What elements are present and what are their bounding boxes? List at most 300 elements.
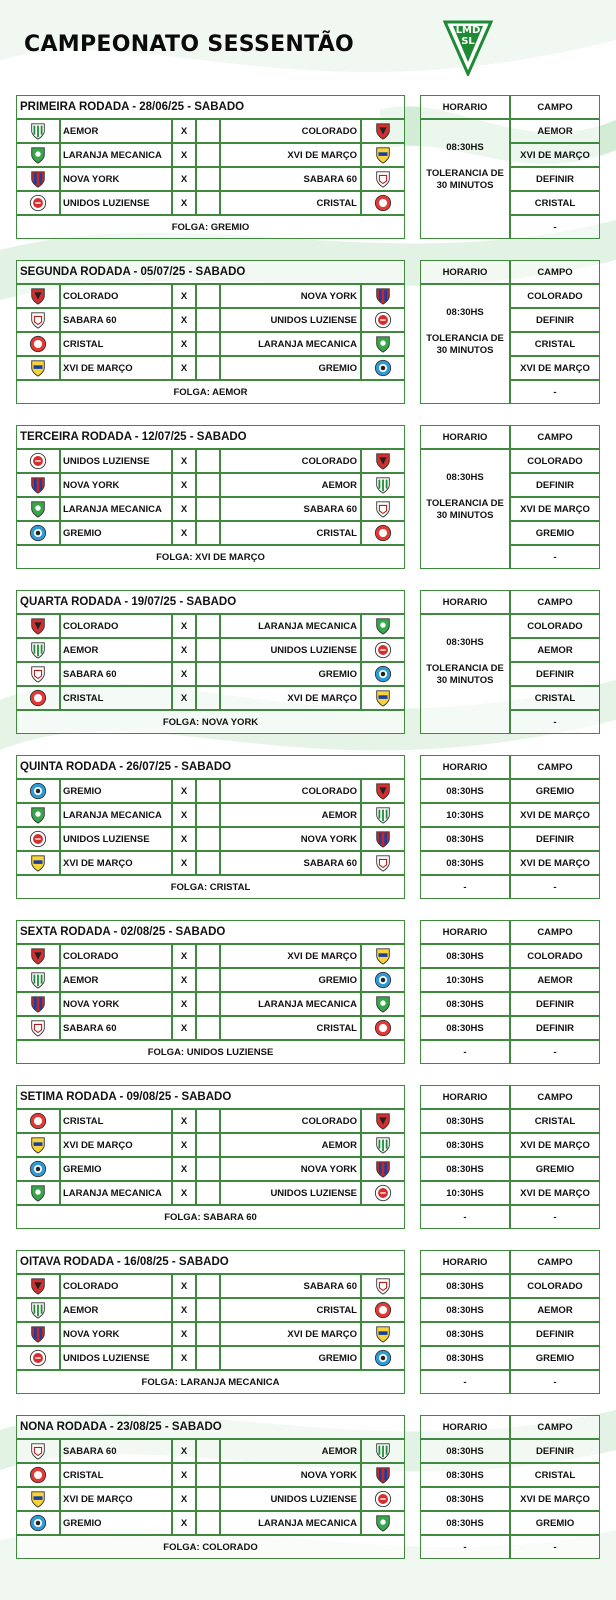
round-block — [16, 425, 600, 571]
team-badge-icon — [16, 779, 60, 803]
home-team-name: COLORADO — [60, 944, 172, 968]
match-field: CRISTAL — [510, 1109, 600, 1133]
team-badge-icon — [361, 1016, 405, 1040]
versus-label: X — [172, 119, 196, 143]
versus-label: X — [172, 1511, 196, 1535]
team-badge-icon — [361, 449, 405, 473]
horario-header: HORARIO — [420, 1415, 510, 1439]
tolerance-note: 30 MINUTOS — [436, 510, 494, 521]
round-title: QUINTA RODADA - 26/07/25 - SABADO — [16, 755, 405, 779]
away-team-name: GREMIO — [220, 1346, 361, 1370]
versus-label: X — [172, 1463, 196, 1487]
versus-label: X — [172, 992, 196, 1016]
match-time: 08:30HS — [420, 1109, 510, 1133]
match-time: 08:30HS — [420, 851, 510, 875]
team-badge-icon — [361, 167, 405, 191]
score-spacer — [196, 191, 220, 215]
logo-line-1: LMD — [455, 25, 481, 36]
round-block — [16, 755, 600, 901]
team-badge-icon — [16, 1274, 60, 1298]
versus-label: X — [172, 473, 196, 497]
team-badge-icon — [16, 1487, 60, 1511]
round-title: SETIMA RODADA - 09/08/25 - SABADO — [16, 1085, 405, 1109]
match-field: DEFINIR — [510, 1016, 600, 1040]
team-badge-icon — [16, 944, 60, 968]
folga-field: - — [510, 545, 600, 569]
away-team-name: SABARA 60 — [220, 1274, 361, 1298]
round-title: QUARTA RODADA - 19/07/25 - SABADO — [16, 590, 405, 614]
tolerance-note: 30 MINUTOS — [436, 675, 494, 686]
score-spacer — [196, 1439, 220, 1463]
match-field: XVI DE MARÇO — [510, 497, 600, 521]
round-block — [16, 1250, 600, 1396]
round-matches-table — [16, 590, 405, 736]
round-matches-table — [16, 1250, 405, 1396]
away-team-name: LARANJA MECANICA — [220, 614, 361, 638]
team-badge-icon — [16, 167, 60, 191]
versus-label: X — [172, 803, 196, 827]
score-spacer — [196, 1322, 220, 1346]
score-spacer — [196, 803, 220, 827]
match-time: 08:30HS — [420, 1016, 510, 1040]
versus-label: X — [172, 449, 196, 473]
team-badge-icon — [16, 662, 60, 686]
horario-header: HORARIO — [420, 590, 510, 614]
versus-label: X — [172, 521, 196, 545]
match-time: 10:30HS — [420, 803, 510, 827]
team-badge-icon — [361, 1274, 405, 1298]
home-team-name: NOVA YORK — [60, 1322, 172, 1346]
folga-time: - — [420, 1535, 510, 1559]
score-spacer — [196, 332, 220, 356]
match-field: COLORADO — [510, 449, 600, 473]
folga-field: - — [510, 1205, 600, 1229]
team-badge-icon — [361, 803, 405, 827]
versus-label: X — [172, 308, 196, 332]
team-badge-icon — [361, 521, 405, 545]
versus-label: X — [172, 497, 196, 521]
horario-header: HORARIO — [420, 755, 510, 779]
home-team-name: GREMIO — [60, 1157, 172, 1181]
score-spacer — [196, 614, 220, 638]
folga-field: - — [510, 1370, 600, 1394]
round-block — [16, 95, 600, 241]
team-badge-icon — [361, 944, 405, 968]
tolerance-note: TOLERANCIA DE — [426, 333, 504, 344]
match-field: XVI DE MARÇO — [510, 803, 600, 827]
match-time: 08:30HS — [420, 1463, 510, 1487]
away-team-name: COLORADO — [220, 119, 361, 143]
round-title: NONA RODADA - 23/08/25 - SABADO — [16, 1415, 405, 1439]
match-field: GREMIO — [510, 1346, 600, 1370]
score-spacer — [196, 1487, 220, 1511]
team-badge-icon — [361, 1157, 405, 1181]
team-badge-icon — [361, 614, 405, 638]
versus-label: X — [172, 1322, 196, 1346]
score-spacer — [196, 1109, 220, 1133]
match-field: CRISTAL — [510, 686, 600, 710]
match-field: DEFINIR — [510, 473, 600, 497]
home-team-name: LARANJA MECANICA — [60, 497, 172, 521]
campo-header: CAMPO — [510, 1415, 600, 1439]
away-team-name: AEMOR — [220, 473, 361, 497]
team-badge-icon — [361, 1463, 405, 1487]
away-team-name: UNIDOS LUZIENSE — [220, 308, 361, 332]
folga-field: - — [510, 875, 600, 899]
home-team-name: GREMIO — [60, 521, 172, 545]
team-badge-icon — [361, 119, 405, 143]
folga-time: - — [420, 875, 510, 899]
away-team-name: SABARA 60 — [220, 167, 361, 191]
away-team-name: XVI DE MARÇO — [220, 1322, 361, 1346]
team-badge-icon — [16, 803, 60, 827]
match-field: XVI DE MARÇO — [510, 1487, 600, 1511]
folga-field: - — [510, 1040, 600, 1064]
home-team-name: SABARA 60 — [60, 1439, 172, 1463]
match-field: COLORADO — [510, 1274, 600, 1298]
versus-label: X — [172, 686, 196, 710]
home-team-name: CRISTAL — [60, 332, 172, 356]
team-badge-icon — [16, 686, 60, 710]
match-time: 08:30HS — [446, 142, 484, 153]
match-time: 08:30HS — [446, 637, 484, 648]
folga-label: FOLGA: LARANJA MECANICA — [16, 1370, 405, 1394]
round-matches-table — [16, 1415, 405, 1561]
home-team-name: SABARA 60 — [60, 308, 172, 332]
logo-line-2: SL — [461, 36, 475, 47]
home-team-name: AEMOR — [60, 638, 172, 662]
score-spacer — [196, 1463, 220, 1487]
team-badge-icon — [16, 308, 60, 332]
folga-label: FOLGA: NOVA YORK — [16, 710, 405, 734]
away-team-name: NOVA YORK — [220, 284, 361, 308]
away-team-name: NOVA YORK — [220, 1157, 361, 1181]
team-badge-icon — [361, 356, 405, 380]
away-team-name: UNIDOS LUZIENSE — [220, 638, 361, 662]
home-team-name: GREMIO — [60, 779, 172, 803]
match-field: GREMIO — [510, 1157, 600, 1181]
horario-merged-cell — [420, 614, 510, 734]
versus-label: X — [172, 851, 196, 875]
team-badge-icon — [361, 992, 405, 1016]
score-spacer — [196, 827, 220, 851]
team-badge-icon — [361, 1439, 405, 1463]
round-schedule-table — [420, 260, 600, 406]
team-badge-icon — [361, 638, 405, 662]
team-badge-icon — [16, 497, 60, 521]
score-spacer — [196, 1274, 220, 1298]
home-team-name: SABARA 60 — [60, 662, 172, 686]
match-field: AEMOR — [510, 1298, 600, 1322]
round-schedule-table — [420, 1085, 600, 1231]
away-team-name: COLORADO — [220, 449, 361, 473]
round-title: SEXTA RODADA - 02/08/25 - SABADO — [16, 920, 405, 944]
match-time: 08:30HS — [446, 307, 484, 318]
match-field: XVI DE MARÇO — [510, 1181, 600, 1205]
folga-label: FOLGA: CRISTAL — [16, 875, 405, 899]
round-block — [16, 1085, 600, 1231]
horario-header: HORARIO — [420, 920, 510, 944]
horario-merged-cell — [420, 119, 510, 239]
tolerance-note: 30 MINUTOS — [436, 180, 494, 191]
campo-header: CAMPO — [510, 425, 600, 449]
match-time: 08:30HS — [420, 1157, 510, 1181]
score-spacer — [196, 497, 220, 521]
score-spacer — [196, 1298, 220, 1322]
horario-header: HORARIO — [420, 1085, 510, 1109]
versus-label: X — [172, 944, 196, 968]
tolerance-note: TOLERANCIA DE — [426, 663, 504, 674]
home-team-name: LARANJA MECANICA — [60, 803, 172, 827]
match-field: CRISTAL — [510, 1463, 600, 1487]
match-field: COLORADO — [510, 614, 600, 638]
campo-header: CAMPO — [510, 1085, 600, 1109]
match-field: COLORADO — [510, 284, 600, 308]
home-team-name: AEMOR — [60, 968, 172, 992]
horario-header: HORARIO — [420, 425, 510, 449]
round-schedule-table — [420, 1250, 600, 1396]
match-field: CRISTAL — [510, 332, 600, 356]
campo-header: CAMPO — [510, 1250, 600, 1274]
away-team-name: XVI DE MARÇO — [220, 944, 361, 968]
score-spacer — [196, 1511, 220, 1535]
match-time: 08:30HS — [420, 827, 510, 851]
horario-header: HORARIO — [420, 1250, 510, 1274]
versus-label: X — [172, 968, 196, 992]
folga-field: - — [510, 380, 600, 404]
match-field: DEFINIR — [510, 992, 600, 1016]
team-badge-icon — [16, 143, 60, 167]
folga-label: FOLGA: SABARA 60 — [16, 1205, 405, 1229]
horario-header: HORARIO — [420, 95, 510, 119]
versus-label: X — [172, 332, 196, 356]
match-time: 08:30HS — [446, 472, 484, 483]
match-time: 08:30HS — [420, 1439, 510, 1463]
score-spacer — [196, 686, 220, 710]
team-badge-icon — [16, 1016, 60, 1040]
team-badge-icon — [16, 1298, 60, 1322]
team-badge-icon — [16, 1181, 60, 1205]
score-spacer — [196, 1016, 220, 1040]
round-schedule-table — [420, 590, 600, 736]
round-matches-table — [16, 920, 405, 1066]
tolerance-note: 30 MINUTOS — [436, 345, 494, 356]
folga-field: - — [510, 215, 600, 239]
team-badge-icon — [361, 662, 405, 686]
team-badge-icon — [361, 779, 405, 803]
match-field: GREMIO — [510, 1511, 600, 1535]
home-team-name: CRISTAL — [60, 686, 172, 710]
team-badge-icon — [16, 284, 60, 308]
versus-label: X — [172, 143, 196, 167]
home-team-name: XVI DE MARÇO — [60, 1487, 172, 1511]
match-field: DEFINIR — [510, 308, 600, 332]
match-field: DEFINIR — [510, 827, 600, 851]
home-team-name: LARANJA MECANICA — [60, 143, 172, 167]
match-time: 08:30HS — [420, 992, 510, 1016]
versus-label: X — [172, 638, 196, 662]
round-schedule-table — [420, 920, 600, 1066]
away-team-name: AEMOR — [220, 1439, 361, 1463]
round-title: OITAVA RODADA - 16/08/25 - SABADO — [16, 1250, 405, 1274]
folga-label: FOLGA: COLORADO — [16, 1535, 405, 1559]
match-field: GREMIO — [510, 779, 600, 803]
team-badge-icon — [361, 1487, 405, 1511]
team-badge-icon — [16, 1109, 60, 1133]
tolerance-note: TOLERANCIA DE — [426, 168, 504, 179]
versus-label: X — [172, 356, 196, 380]
team-badge-icon — [361, 473, 405, 497]
versus-label: X — [172, 191, 196, 215]
team-badge-icon — [16, 521, 60, 545]
round-block — [16, 920, 600, 1066]
folga-time: - — [420, 1205, 510, 1229]
match-field: DEFINIR — [510, 1439, 600, 1463]
team-badge-icon — [16, 1346, 60, 1370]
team-badge-icon — [16, 992, 60, 1016]
away-team-name: SABARA 60 — [220, 497, 361, 521]
versus-label: X — [172, 1181, 196, 1205]
home-team-name: XVI DE MARÇO — [60, 1133, 172, 1157]
home-team-name: AEMOR — [60, 119, 172, 143]
versus-label: X — [172, 1487, 196, 1511]
match-field: AEMOR — [510, 638, 600, 662]
home-team-name: NOVA YORK — [60, 167, 172, 191]
away-team-name: CRISTAL — [220, 1016, 361, 1040]
away-team-name: LARANJA MECANICA — [220, 332, 361, 356]
folga-field: - — [510, 710, 600, 734]
campo-header: CAMPO — [510, 590, 600, 614]
horario-merged-cell — [420, 284, 510, 404]
home-team-name: GREMIO — [60, 1511, 172, 1535]
round-matches-table — [16, 755, 405, 901]
team-badge-icon — [16, 1439, 60, 1463]
score-spacer — [196, 851, 220, 875]
page-title: CAMPEONATO SESSENTÃO — [24, 32, 355, 57]
team-badge-icon — [361, 1181, 405, 1205]
away-team-name: LARANJA MECANICA — [220, 1511, 361, 1535]
campo-header: CAMPO — [510, 920, 600, 944]
score-spacer — [196, 1133, 220, 1157]
versus-label: X — [172, 779, 196, 803]
match-time: 10:30HS — [420, 1181, 510, 1205]
home-team-name: XVI DE MARÇO — [60, 356, 172, 380]
away-team-name: LARANJA MECANICA — [220, 992, 361, 1016]
match-field: COLORADO — [510, 944, 600, 968]
versus-label: X — [172, 827, 196, 851]
team-badge-icon — [361, 1346, 405, 1370]
folga-field: - — [510, 1535, 600, 1559]
away-team-name: GREMIO — [220, 968, 361, 992]
match-time: 08:30HS — [420, 1487, 510, 1511]
match-field: DEFINIR — [510, 1322, 600, 1346]
match-field: GREMIO — [510, 521, 600, 545]
score-spacer — [196, 308, 220, 332]
away-team-name: XVI DE MARÇO — [220, 686, 361, 710]
match-time: 10:30HS — [420, 968, 510, 992]
versus-label: X — [172, 1346, 196, 1370]
away-team-name: CRISTAL — [220, 1298, 361, 1322]
team-badge-icon — [16, 356, 60, 380]
match-time: 08:30HS — [420, 1298, 510, 1322]
team-badge-icon — [16, 1511, 60, 1535]
team-badge-icon — [361, 1109, 405, 1133]
team-badge-icon — [361, 497, 405, 521]
match-field: XVI DE MARÇO — [510, 1133, 600, 1157]
folga-label: FOLGA: XVI DE MARÇO — [16, 545, 405, 569]
away-team-name: SABARA 60 — [220, 851, 361, 875]
round-schedule-table — [420, 755, 600, 901]
away-team-name: CRISTAL — [220, 191, 361, 215]
away-team-name: XVI DE MARÇO — [220, 143, 361, 167]
round-schedule-table — [420, 1415, 600, 1561]
versus-label: X — [172, 662, 196, 686]
team-badge-icon — [16, 473, 60, 497]
versus-label: X — [172, 1298, 196, 1322]
score-spacer — [196, 473, 220, 497]
team-badge-icon — [361, 1511, 405, 1535]
round-schedule-table — [420, 425, 600, 571]
team-badge-icon — [361, 968, 405, 992]
versus-label: X — [172, 1157, 196, 1181]
team-badge-icon — [16, 1133, 60, 1157]
team-badge-icon — [16, 851, 60, 875]
team-badge-icon — [16, 827, 60, 851]
match-time: 08:30HS — [420, 1322, 510, 1346]
round-title: TERCEIRA RODADA - 12/07/25 - SABADO — [16, 425, 405, 449]
away-team-name: GREMIO — [220, 356, 361, 380]
home-team-name: UNIDOS LUZIENSE — [60, 449, 172, 473]
round-title: SEGUNDA RODADA - 05/07/25 - SABADO — [16, 260, 405, 284]
score-spacer — [196, 779, 220, 803]
round-block — [16, 1415, 600, 1561]
horario-header: HORARIO — [420, 260, 510, 284]
versus-label: X — [172, 1109, 196, 1133]
round-block — [16, 590, 600, 736]
score-spacer — [196, 662, 220, 686]
score-spacer — [196, 167, 220, 191]
round-matches-table — [16, 425, 405, 571]
home-team-name: NOVA YORK — [60, 473, 172, 497]
team-badge-icon — [16, 1322, 60, 1346]
match-field: AEMOR — [510, 119, 600, 143]
round-matches-table — [16, 95, 405, 241]
match-time: 08:30HS — [420, 944, 510, 968]
versus-label: X — [172, 1274, 196, 1298]
score-spacer — [196, 449, 220, 473]
match-time: 08:30HS — [420, 1133, 510, 1157]
score-spacer — [196, 968, 220, 992]
match-time: 08:30HS — [420, 1346, 510, 1370]
score-spacer — [196, 992, 220, 1016]
folga-label: FOLGA: UNIDOS LUZIENSE — [16, 1040, 405, 1064]
folga-label: FOLGA: GREMIO — [16, 215, 405, 239]
score-spacer — [196, 1157, 220, 1181]
round-matches-table — [16, 260, 405, 406]
score-spacer — [196, 1346, 220, 1370]
match-time: 08:30HS — [420, 1511, 510, 1535]
home-team-name: AEMOR — [60, 1298, 172, 1322]
folga-time: - — [420, 1370, 510, 1394]
match-field: DEFINIR — [510, 662, 600, 686]
round-title: PRIMEIRA RODADA - 28/06/25 - SABADO — [16, 95, 405, 119]
home-team-name: LARANJA MECANICA — [60, 1181, 172, 1205]
home-team-name: COLORADO — [60, 284, 172, 308]
team-badge-icon — [361, 851, 405, 875]
away-team-name: COLORADO — [220, 1109, 361, 1133]
versus-label: X — [172, 614, 196, 638]
team-badge-icon — [16, 1463, 60, 1487]
